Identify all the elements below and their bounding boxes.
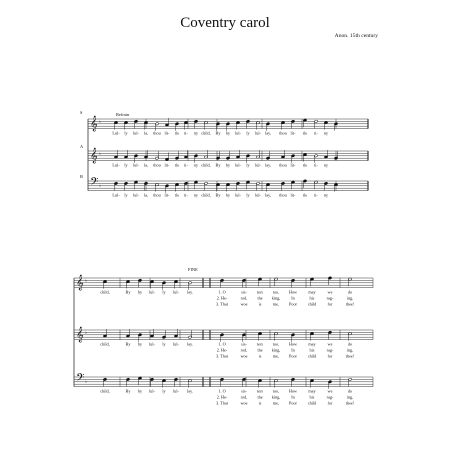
flat-key-signature: ♭ <box>85 379 88 384</box>
lyric-syllable: child, <box>100 388 110 394</box>
flat-key-signature: ♭ <box>99 119 102 124</box>
lyric-syllable: tle <box>302 130 308 136</box>
lyric-syllable: tle <box>174 192 180 198</box>
lyric-syllable: 2. He- <box>216 394 228 400</box>
lyric-syllable: 3. That <box>216 400 228 406</box>
lyric-syllable: do <box>347 388 353 394</box>
lyric-syllable: ly <box>246 130 250 136</box>
lyric-syllable: king, <box>271 295 281 301</box>
voice-label: A <box>80 144 84 149</box>
lyric-syllable: woe <box>240 301 248 307</box>
lyric-syllable: tle <box>174 162 180 168</box>
lyric-syllable: By <box>125 289 131 295</box>
lyric-syllable: lul- <box>133 192 139 198</box>
bass-clef: 𝄢 <box>90 175 99 190</box>
lyric-syllable: ing, <box>346 394 354 400</box>
lyric-syllable: is <box>258 400 262 406</box>
lyric-syllable: In <box>291 295 295 301</box>
lyric-syllable: ly <box>246 162 250 168</box>
lyric-syllable: 1. O <box>218 388 226 394</box>
lyric-syllable: we <box>327 388 333 394</box>
lyric-syllable: ters <box>256 388 264 394</box>
lyric-syllable: la, <box>143 162 149 168</box>
lyric-syllable: 3. That <box>216 301 228 307</box>
lyric-syllable: child, <box>201 130 211 136</box>
lyric-syllable: lit- <box>164 130 170 136</box>
score-system-2 <box>74 267 373 407</box>
lyric-syllable: lay, <box>265 130 271 136</box>
lyric-syllable: How <box>288 341 298 347</box>
lyric-syllable: lul- <box>255 192 261 198</box>
treble-clef: 𝄞 <box>76 274 84 290</box>
lyric-syllable: lul- <box>133 130 139 136</box>
lyric-syllable: ti- <box>184 192 188 198</box>
lyric-syllable: for <box>327 400 333 406</box>
lyric-syllable: ny <box>323 162 329 168</box>
lyric-syllable: rag- <box>326 295 334 301</box>
lyric-syllable: By <box>125 388 131 394</box>
lyric-syllable: do <box>347 341 353 347</box>
lyric-syllable: Poor <box>289 353 297 359</box>
lyric-syllable: lit- <box>290 162 296 168</box>
lyric-syllable: lul- <box>235 162 241 168</box>
lyric-syllable: child, <box>201 192 211 198</box>
lyric-syllable: thou <box>153 130 161 136</box>
lyric-syllable: me, <box>272 301 280 307</box>
lyric-syllable: lay, <box>265 192 271 198</box>
lyric-syllable: thou <box>153 192 161 198</box>
lyric-syllable: By <box>125 341 131 347</box>
lyric-syllable: is <box>258 301 262 307</box>
voice-label: S <box>80 110 83 115</box>
lyric-syllable: the <box>257 394 263 400</box>
lyric-syllable: lay, <box>265 162 271 168</box>
lyric-syllable: thou <box>153 162 161 168</box>
lyric-syllable: ti- <box>314 192 318 198</box>
lyric-syllable: Lul- <box>112 192 120 198</box>
lyric-syllable: lul- <box>173 289 179 295</box>
lyric-syllable: 1. O <box>218 341 226 347</box>
lyric-syllable: by <box>137 289 143 295</box>
flat-key-signature: ♭ <box>85 330 88 335</box>
lyric-syllable: Lul- <box>112 162 120 168</box>
lyric-syllable: may <box>308 388 316 394</box>
lyric-syllable: by <box>225 162 231 168</box>
lyric-syllable: thee! <box>345 400 355 406</box>
lyric-syllable: sis- <box>241 289 247 295</box>
lyric-syllable: rag- <box>326 347 334 353</box>
lyric-syllable: rag- <box>326 394 334 400</box>
lyric-syllable: lit- <box>290 192 296 198</box>
lyric-syllable: king, <box>271 394 281 400</box>
lyric-syllable: ny <box>193 162 199 168</box>
lyric-syllable: lit- <box>164 192 170 198</box>
score-system-1 <box>80 110 368 199</box>
lyric-syllable: too, <box>272 388 280 394</box>
lyric-syllable: sis- <box>241 341 247 347</box>
lyric-syllable: lay. <box>187 289 193 295</box>
lyric-syllable: me, <box>272 353 280 359</box>
lyric-syllable: thou <box>279 162 287 168</box>
lyric-syllable: ly <box>162 341 166 347</box>
lyric-syllable: lul- <box>255 162 261 168</box>
lyric-syllable: ny <box>323 192 329 198</box>
lyric-syllable: In <box>291 347 295 353</box>
lyric-syllable: sis- <box>241 388 247 394</box>
lyric-syllable: tle <box>174 130 180 136</box>
lyric-syllable: thee! <box>345 301 355 307</box>
lyric-syllable: ny <box>193 192 199 198</box>
lyric-syllable: ly <box>162 388 166 394</box>
lyric-syllable: ti- <box>314 162 318 168</box>
lyric-syllable: child <box>307 400 317 406</box>
lyric-syllable: la, <box>143 130 149 136</box>
lyric-syllable: too, <box>272 289 280 295</box>
lyric-syllable: ly <box>124 162 128 168</box>
lyric-syllable: lul- <box>235 130 241 136</box>
composer-credit: Anon. 15th century <box>334 33 378 39</box>
flat-key-signature: ♭ <box>99 183 102 188</box>
lyric-syllable: king, <box>271 347 281 353</box>
lyric-syllable: ti- <box>184 162 188 168</box>
lyric-syllable: ly <box>246 192 250 198</box>
lyric-syllable: lul- <box>173 341 179 347</box>
lyric-syllable: thou <box>279 192 287 198</box>
lyric-syllable: lit- <box>290 130 296 136</box>
lyric-syllable: In <box>291 394 295 400</box>
lyric-syllable: by <box>225 130 231 136</box>
lyric-syllable: by <box>137 388 143 394</box>
lyric-syllable: 1. O <box>218 289 226 295</box>
lyric-syllable: his <box>309 347 315 353</box>
lyric-syllable: lay. <box>187 388 193 394</box>
lyric-syllable: his <box>309 394 315 400</box>
lyric-syllable: 3. That <box>216 353 228 359</box>
lyric-syllable: lul- <box>235 192 241 198</box>
lyric-syllable: woe <box>240 400 248 406</box>
lyric-syllable: ti- <box>314 130 318 136</box>
lyric-syllable: How <box>288 388 298 394</box>
lyric-syllable: child <box>307 353 317 359</box>
refrain-mark: Refrain <box>116 112 130 117</box>
lyric-syllable: lul- <box>255 130 261 136</box>
lyric-syllable: do <box>347 289 353 295</box>
lyric-syllable: too, <box>272 341 280 347</box>
lyric-syllable: me, <box>272 400 280 406</box>
lyric-syllable: lit- <box>164 162 170 168</box>
lyric-syllable: thou <box>279 130 287 136</box>
lyric-syllable: ly <box>162 289 166 295</box>
lyric-syllable: by <box>225 192 231 198</box>
lyric-syllable: rod, <box>240 347 248 353</box>
lyric-syllable: for <box>327 353 333 359</box>
lyric-syllable: is <box>258 353 262 359</box>
lyric-syllable: his <box>309 295 315 301</box>
treble-clef: 𝄞 <box>76 326 84 342</box>
lyric-syllable: child, <box>201 162 211 168</box>
lyric-syllable: ny <box>323 130 329 136</box>
bass-clef: 𝄢 <box>76 371 85 386</box>
lyric-syllable: la, <box>143 192 149 198</box>
lyric-syllable: ti- <box>184 130 188 136</box>
lyric-syllable: thee! <box>345 353 355 359</box>
lyric-syllable: rod, <box>240 394 248 400</box>
lyric-syllable: may <box>308 289 316 295</box>
lyric-syllable: How <box>288 289 298 295</box>
lyric-syllable: Lul- <box>112 130 120 136</box>
lyric-syllable: ters <box>256 289 264 295</box>
lyric-syllable: lul- <box>149 388 155 394</box>
lyric-syllable: lay. <box>187 341 193 347</box>
lyric-syllable: ing, <box>346 347 354 353</box>
lyric-syllable: child, <box>100 289 110 295</box>
lyric-syllable: ly <box>124 192 128 198</box>
lyric-syllable: By <box>215 130 221 136</box>
page-title: Coventry carol <box>180 15 270 31</box>
lyric-syllable: Poor <box>289 400 297 406</box>
lyric-syllable: tle <box>302 162 308 168</box>
lyric-syllable: lul- <box>173 388 179 394</box>
lyric-syllable: child, <box>100 341 110 347</box>
lyric-syllable: woe <box>240 353 248 359</box>
flat-key-signature: ♭ <box>85 278 88 283</box>
fine-mark: FINE <box>188 267 198 272</box>
treble-clef: 𝄞 <box>90 147 98 163</box>
lyric-syllable: ing, <box>346 295 354 301</box>
lyric-syllable: by <box>137 341 143 347</box>
flat-key-signature: ♭ <box>99 151 102 156</box>
lyric-syllable: the <box>257 347 263 353</box>
lyric-syllable: lul- <box>133 162 139 168</box>
lyric-syllable: child <box>307 301 317 307</box>
lyric-syllable: lul- <box>149 289 155 295</box>
lyric-syllable: 2. He- <box>216 295 228 301</box>
lyric-syllable: we <box>327 341 333 347</box>
lyric-syllable: lul- <box>149 341 155 347</box>
lyric-syllable: Poor <box>289 301 297 307</box>
lyric-syllable: rod, <box>240 295 248 301</box>
lyric-syllable: may <box>308 341 316 347</box>
lyric-syllable: for <box>327 301 333 307</box>
lyric-syllable: ly <box>124 130 128 136</box>
lyric-syllable: ters <box>256 341 264 347</box>
lyric-syllable: the <box>257 295 263 301</box>
lyric-syllable: ny <box>193 130 199 136</box>
lyric-syllable: By <box>215 192 221 198</box>
lyric-syllable: tle <box>302 192 308 198</box>
lyric-syllable: 2. He- <box>216 347 228 353</box>
lyric-syllable: we <box>327 289 333 295</box>
treble-clef: 𝄞 <box>90 115 98 131</box>
lyric-syllable: By <box>215 162 221 168</box>
voice-label: B <box>80 174 83 179</box>
